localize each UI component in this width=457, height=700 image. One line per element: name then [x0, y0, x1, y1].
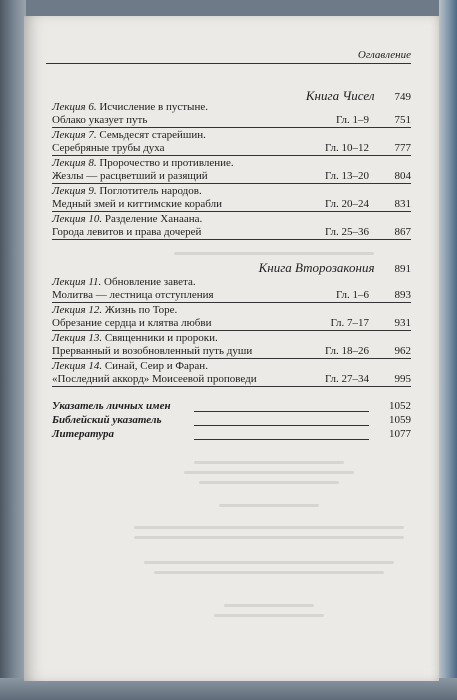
entry-label: Лекция 10. [52, 213, 103, 225]
bleed-through-line [214, 614, 324, 617]
entry-title: Священники и пророки. [104, 332, 218, 344]
entry-page: 831 [394, 198, 411, 210]
index-label: Библейский указатель [52, 414, 162, 426]
book-title-deuteronomy [259, 260, 411, 276]
entry-title: Жизнь по Торе. [104, 304, 178, 316]
toc-entry-sub-lecture-7 [52, 142, 411, 156]
entry-page: 995 [394, 373, 411, 385]
entry-title: Семьдесят старейшин. [99, 129, 206, 141]
bleed-through-line [134, 526, 404, 529]
entry-subtitle: Жезлы — расцветший и разящий [52, 170, 208, 182]
index-label: Указатель личных имен [52, 400, 171, 412]
entry-page: 931 [394, 317, 411, 329]
entry-chapters: Гл. 27–34 [324, 373, 369, 385]
entry-page: 777 [394, 142, 411, 154]
index-page: 1077 [389, 428, 411, 440]
toc-entry-sub-lecture-8 [52, 170, 411, 184]
index-rule [194, 425, 369, 426]
entry-chapters: Гл. 18–26 [324, 345, 369, 357]
entry-title: Поглотитель народов. [99, 185, 202, 197]
book-title-page: 891 [394, 263, 411, 275]
entry-chapters: Гл. 1–6 [335, 289, 369, 301]
entry-subtitle: Молитва — лестница отступления [52, 289, 214, 301]
book-title-text: Книга Второзакония [258, 260, 375, 275]
entry-title: Обновление завета. [104, 276, 196, 288]
toc-entry-sub-lecture-12 [52, 317, 411, 331]
toc-entry-sub-lecture-6 [52, 114, 411, 128]
entry-page: 867 [394, 226, 411, 238]
index-page: 1059 [389, 414, 411, 426]
book-spine-edge [0, 0, 26, 700]
entry-chapters: Гл. 25–36 [324, 226, 369, 238]
book-title-page: 749 [394, 91, 411, 103]
entry-page: 893 [394, 289, 411, 301]
entry-subtitle: Медный змей и киттимские корабли [52, 198, 222, 210]
toc-entry-sub-lecture-11 [52, 289, 411, 303]
entry-title: Синай, Сеир и Фаран. [104, 360, 208, 372]
entry-label: Лекция 12. [52, 304, 103, 316]
index-rule [194, 411, 369, 412]
toc-entry-sub-lecture-14 [52, 373, 411, 387]
entry-subtitle: «Последний аккорд» Моисеевой проповеди [52, 373, 257, 385]
book-title-numbers [306, 88, 411, 104]
entry-chapters: Гл. 7–17 [330, 317, 369, 329]
entry-page: 962 [394, 345, 411, 357]
toc-entry-sub-lecture-13 [52, 345, 411, 359]
toc-entry-sub-lecture-9 [52, 198, 411, 212]
entry-chapters: Гл. 10–12 [324, 142, 369, 154]
entry-title: Разделение Ханаана. [104, 213, 203, 225]
entry-subtitle: Серебряные трубы духа [52, 142, 165, 154]
entry-page: 751 [394, 114, 411, 126]
bleed-through-line [184, 471, 354, 474]
bleed-through-line [134, 536, 404, 539]
entry-label: Лекция 14. [52, 360, 103, 372]
index-page: 1052 [389, 400, 411, 412]
entry-label: Лекция 6. [52, 101, 97, 113]
index-rule [194, 439, 369, 440]
index-entry-names [52, 400, 411, 412]
entry-chapters: Гл. 20–24 [324, 198, 369, 210]
entry-chapters: Гл. 1–9 [335, 114, 369, 126]
entry-title: Исчисление в пустыне. [99, 101, 208, 113]
index-entry-literature [52, 428, 411, 440]
book-cover-edge [439, 0, 457, 700]
bleed-through-line [194, 461, 344, 464]
bleed-through-line [154, 571, 384, 574]
toc-entry-sub-lecture-10 [52, 226, 411, 240]
entry-label: Лекция 7. [52, 129, 97, 141]
book-page [24, 16, 439, 681]
bleed-through-line [199, 481, 339, 484]
book-title-text: Книга Чисел [305, 88, 375, 103]
bleed-through-line [224, 604, 314, 607]
book-bottom-edge [0, 678, 457, 700]
entry-page: 804 [394, 170, 411, 182]
running-header: Оглавление [46, 49, 411, 64]
entry-chapters: Гл. 13–20 [324, 170, 369, 182]
entry-title: Пророчество и противление. [99, 157, 234, 169]
entry-label: Лекция 8. [52, 157, 97, 169]
bleed-through-line [174, 252, 374, 255]
entry-label: Лекция 11. [52, 276, 102, 288]
entry-label: Лекция 13. [52, 332, 103, 344]
bleed-through-line [219, 504, 319, 507]
entry-subtitle: Города левитов и права дочерей [52, 226, 202, 238]
entry-subtitle: Обрезание сердца и клятва любви [52, 317, 212, 329]
index-label: Литература [52, 428, 114, 440]
index-entry-biblical [52, 414, 411, 426]
entry-subtitle: Облако указует путь [52, 114, 148, 126]
bleed-through-line [144, 561, 394, 564]
entry-label: Лекция 9. [52, 185, 97, 197]
entry-subtitle: Прерванный и возобновленный путь души [52, 345, 253, 357]
